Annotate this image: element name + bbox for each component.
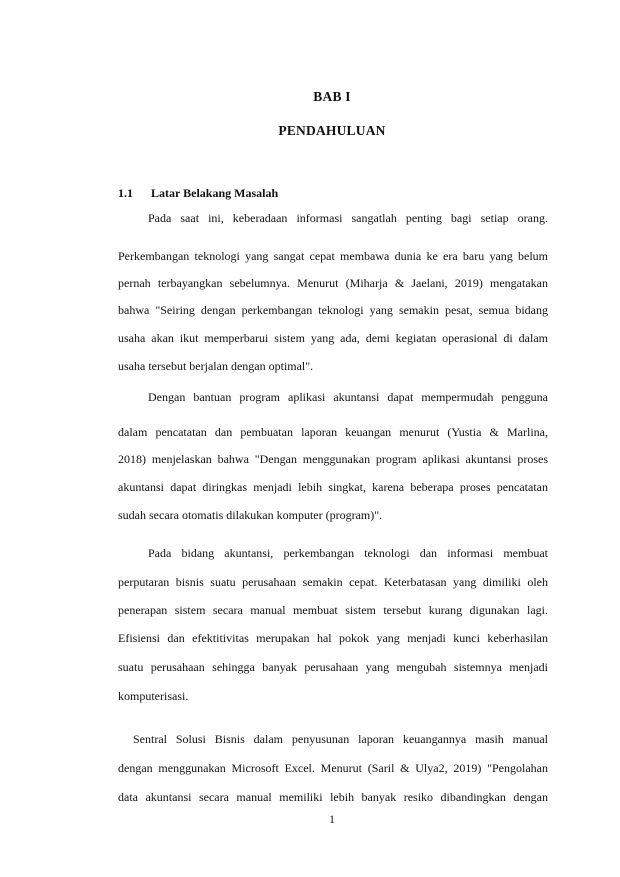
paragraph-line: sudah secara otomatis dilakukan komputer (program)". (118, 508, 383, 522)
paragraph-line: Pada saat ini, keberadaan informasi sangatlah penting bagi setiap orang. (148, 211, 548, 225)
paragraph-line: usaha akan ikut memperbarui sistem yang ada, demi kegiatan operasional di dalam (118, 331, 548, 345)
page-number: 1 (329, 812, 335, 826)
paragraph-line: pernah terbayangkan sebelumnya. Menurut (Miharja & Jaelani, 2019) mengatakan (118, 276, 548, 290)
chapter-title: PENDAHULUAN (278, 123, 386, 138)
paragraph-line: usaha tersebut berjalan dengan optimal". (118, 359, 314, 373)
paragraph-line: Perkembangan teknologi yang sangat cepat membawa dunia ke era baru yang belum (118, 249, 548, 263)
paragraph-line: dengan menggunakan Microsoft Excel. Menurut (Saril & Ulya2, 2019) "Pengolahan (118, 761, 548, 775)
paragraph-line: Dengan bantuan program aplikasi akuntansi dapat mempermudah pengguna (148, 390, 548, 404)
chapter-number: BAB I (313, 89, 351, 104)
section-number: 1.1 (118, 186, 133, 200)
paragraph-line: 2018) menjelaskan bahwa "Dengan menggunakan program aplikasi akuntansi proses (118, 452, 548, 466)
paragraph-line: bahwa "Seiring dengan perkembangan teknologi yang semakin pesat, semua bidang (118, 303, 548, 317)
paragraph-line: komputerisasi. (118, 689, 189, 703)
section-heading (118, 186, 278, 201)
paragraph-line: data akuntansi secara manual memiliki lebih banyak resiko dibandingkan dengan (118, 790, 548, 804)
paragraph-line: Sentral Solusi Bisnis dalam penyusunan laporan keuangannya masih manual (133, 732, 548, 746)
section-title: Latar Belakang Masalah (151, 186, 279, 200)
paragraph-line: Efisiensi dan efektitivitas merupakan hal pokok yang menjadi kunci keberhasilan (118, 631, 548, 645)
paragraph-line: suatu perusahaan sehingga banyak perusahaan yang mengubah sistemnya menjadi (118, 660, 548, 674)
paragraph-line: Pada bidang akuntansi, perkembangan teknologi dan informasi membuat (148, 546, 548, 560)
paragraph-line: perputaran bisnis suatu perusahaan semakin cepat. Keterbatasan yang dimiliki oleh (118, 575, 548, 589)
paragraph-line: akuntansi dapat diringkas menjadi lebih singkat, karena beberapa proses pencatatan (118, 480, 548, 494)
paragraph-line: dalam pencatatan dan pembuatan laporan keuangan menurut (Yustia & Marlina, (118, 425, 548, 439)
paragraph-line: penerapan sistem secara manual membuat sistem tersebut kurang digunakan lagi. (118, 603, 548, 617)
